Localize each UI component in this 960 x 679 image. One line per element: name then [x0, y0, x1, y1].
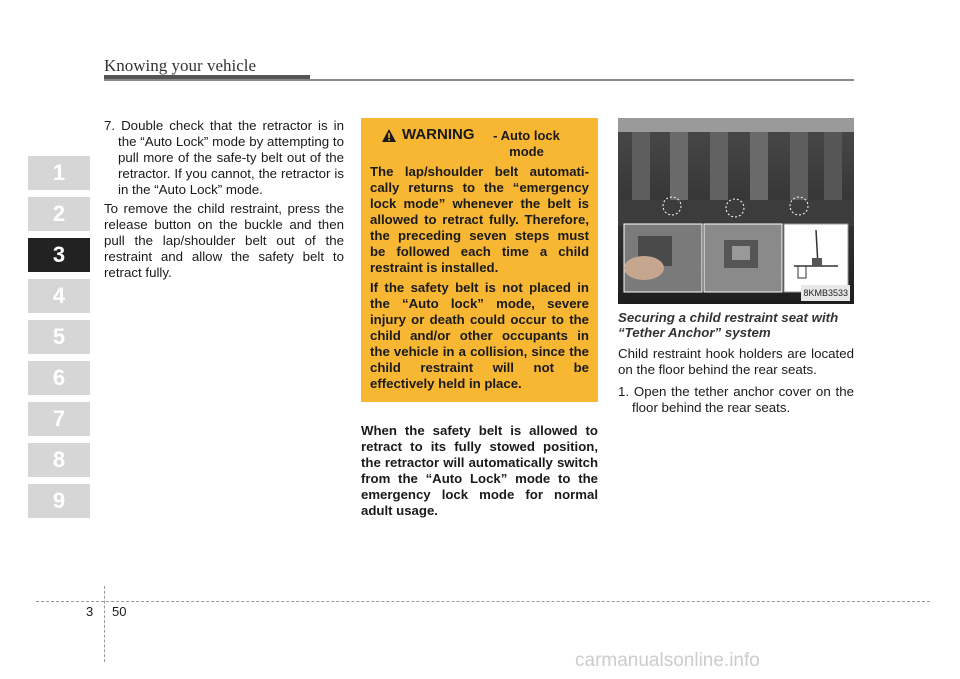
hook-holders-text: Child restraint hook holders are located on the floor behind the rear seats.: [618, 346, 854, 377]
chapter-tab-2[interactable]: 2: [28, 197, 90, 231]
chapter-tabs: [28, 156, 90, 525]
page-header-title: Knowing your vehicle: [104, 56, 257, 75]
auto-lock-switch-text: When the safety belt is allowed to retract to its fully stowed position, the retractor will automatically switch from the “Auto Lock” mode to the emergency lock mode for normal adult usage.: [361, 423, 598, 518]
chapter-tab-3[interactable]: 3: [28, 238, 90, 272]
warning-heading: [370, 126, 589, 160]
header-rule: [104, 79, 854, 81]
warning-subtitle: - Auto lock mode: [493, 128, 560, 159]
section-heading-tether-anchor: Securing a child restraint seat with “Tether Anchor” system: [618, 310, 839, 340]
step-7-text: 7. Double check that the retractor is in the “Auto Lock” mode by attempting to pull more of the safe-ty belt out of the retractor. If you cannot, the retractor is in the “Auto Lock” mode.: [104, 118, 344, 197]
column-right: [618, 118, 854, 416]
chapter-tab-5[interactable]: 5: [28, 320, 90, 354]
column-left: [104, 118, 344, 281]
chapter-tab-7[interactable]: 7: [28, 402, 90, 436]
chapter-tab-6[interactable]: 6: [28, 361, 90, 395]
chapter-tab-1[interactable]: 1: [28, 156, 90, 190]
warning-paragraph-1: The lap/shoulder belt automati-cally returns to the “emergency lock mode” whenever the belt is allowed to retract fully. Therefore, the preceding seven steps must be followed each time a child restraint is installed.: [370, 164, 589, 275]
footer-rule: [36, 601, 930, 602]
chapter-tab-9[interactable]: 9: [28, 484, 90, 518]
warning-word: WARNING: [402, 126, 475, 143]
column-middle: [361, 118, 598, 519]
page-number: 50: [112, 604, 127, 619]
warning-box: [361, 118, 598, 402]
warning-paragraph-2: If the safety belt is not placed in the “Auto lock” mode, severe injury or death could occur to the child and/or other occupants in the vehicle in a collision, since the child restraint will not be effectively held in place.: [370, 280, 589, 391]
page-chapter-number: 3: [86, 604, 94, 619]
image-code: 8KMB3533: [801, 285, 850, 301]
watermark: carmanualsonline.info: [575, 650, 760, 671]
step-1-text: 1. Open the tether anchor cover on the floor behind the rear seats.: [618, 384, 854, 415]
chapter-tab-8[interactable]: 8: [28, 443, 90, 477]
footer-divider: [104, 586, 105, 662]
tether-anchor-illustration: [618, 118, 854, 304]
warning-triangle-icon: [382, 129, 396, 142]
tether-anchor-photo: [618, 118, 854, 304]
chapter-tab-4[interactable]: 4: [28, 279, 90, 313]
remove-restraint-text: To remove the child restraint, press the release button on the buckle and then pull the lap/shoulder belt out of the restraint and allow the safety belt to retract fully.: [104, 201, 344, 280]
